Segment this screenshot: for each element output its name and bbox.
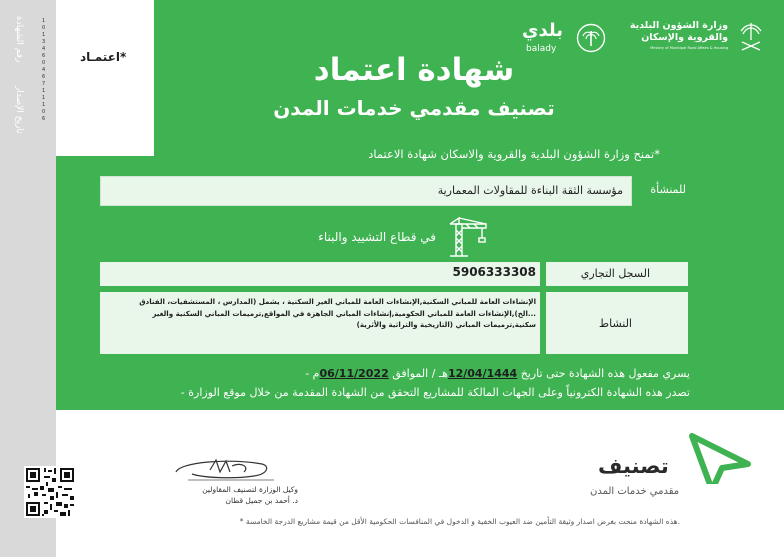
commercial-register-label: السجل التجاري (580, 267, 650, 280)
entity-field (100, 176, 632, 206)
signatory-name: د. أحمد بن جميل قطان (225, 496, 298, 505)
activity-value: الإنشاءات العامة للمباني السكنية,الإنشاءات العامة للمباني الغير السكنية ، يشمل (المدارس ، المستشفيات، الفنادق ...الخ),الإنشاءات العامة للمباني الحكومية,إنشاءات المباني الجاهزة في المواقع,ترميمات المباني السكنية والغير سكنية,ترميمات المباني (التاريخية والتراثية والأثرية) (139, 297, 536, 329)
activity-label-cell (546, 292, 688, 354)
certificate-title: شهادة اعتماد (313, 52, 515, 88)
ministry-name (630, 20, 728, 44)
side-value: 1 (42, 32, 46, 38)
grant-statement: تمنح وزارة الشؤون البلدية والقروية والاسكان شهادة الاعتماد* (368, 147, 660, 161)
validity-gregorian-date: 06/11/2022 (319, 367, 389, 380)
ministry-emblem-icon (734, 20, 768, 54)
balady-logo-ar: بلدي (522, 20, 564, 41)
ministry-name-line2: والقروية والإسكان (641, 32, 728, 43)
activity-field (100, 292, 540, 354)
entity-label: للمنشأة (650, 183, 686, 196)
crane-icon (444, 216, 488, 258)
ministry-logo (618, 20, 768, 56)
side-value: 7 (42, 81, 46, 87)
validity-hijri-suffix: هـ (438, 367, 448, 380)
footnote: * هذه الشهادة منحت بغرض اصدار وثيقة التأمين ضد العيوب الخفية و الدخول في المنافسات الحكومية الأقل من قيمة مشاريع الدرجة الخامسة. (239, 517, 680, 526)
ministry-name-line1: وزارة الشؤون البلدية (629, 20, 728, 31)
cert-number-label: رقم الشهادة (14, 16, 24, 63)
side-value: 6 (42, 53, 46, 59)
activity-label: النشاط (598, 317, 632, 330)
side-values (42, 18, 52, 123)
certificate-subtitle: تصنيف مقدمي خدمات المدن (273, 96, 555, 120)
tasnif-logo-ar: تصنيف (598, 454, 669, 478)
signature-image (170, 452, 280, 488)
validity-hijri-date: 12/04/1444 (447, 367, 518, 380)
side-value: 6 (42, 116, 46, 122)
commercial-register-label-cell (546, 262, 688, 286)
issue-date-label: تاريخ الإصدار (14, 86, 24, 134)
side-value: 6 (42, 74, 46, 80)
signatory-title: وكيل الوزارة لتصنيف المقاولين (202, 485, 298, 494)
side-value: 1 (42, 102, 46, 108)
validity-gregorian-label: الموافق (392, 367, 429, 380)
tasnif-arrow-icon (682, 432, 754, 484)
entity-name: مؤسسة الثقة البناءة للمقاولات المعمارية (437, 184, 623, 197)
palm-tree-icon (576, 23, 606, 53)
side-value: 1 (42, 88, 46, 94)
validity-gregorian-suffix: م (312, 367, 320, 380)
tasnif-logo (590, 432, 760, 508)
side-value: 0 (42, 60, 46, 66)
accreditation-tab (56, 0, 154, 156)
side-value: 0 (42, 25, 46, 31)
validity-prefix: - يسري مفعول هذه الشهادة حتى تاريخ (305, 367, 690, 380)
qr-code[interactable] (24, 466, 76, 518)
commercial-register-field (100, 262, 540, 286)
sector-text: في قطاع التشييد والبناء (318, 230, 436, 244)
issued-statement: - تصدر هذه الشهادة الكترونياً وعلى الجهات المالكة للمشاريع التحقق من الشهادة المقدمة من خلال موقع الوزارة (180, 386, 690, 399)
side-value: 3 (42, 39, 46, 45)
validity-separator: / (431, 367, 436, 380)
side-value: 4 (42, 46, 46, 52)
accreditation-tab-label: اعتمـاد* (80, 50, 127, 64)
commercial-register-value: 5906333308 (452, 265, 536, 279)
side-value: 0 (42, 109, 46, 115)
tasnif-logo-sub: مقدمي خدمات المدن (590, 486, 680, 497)
signatory-block (148, 484, 298, 506)
balady-logo-en: balady (526, 44, 557, 54)
side-value: 4 (42, 67, 46, 73)
validity-statement (250, 367, 690, 380)
side-value: 1 (42, 18, 46, 24)
side-value: 1 (42, 95, 46, 101)
ministry-name-en: Ministry of Municipal Rural Affairs & Housing (650, 46, 728, 50)
